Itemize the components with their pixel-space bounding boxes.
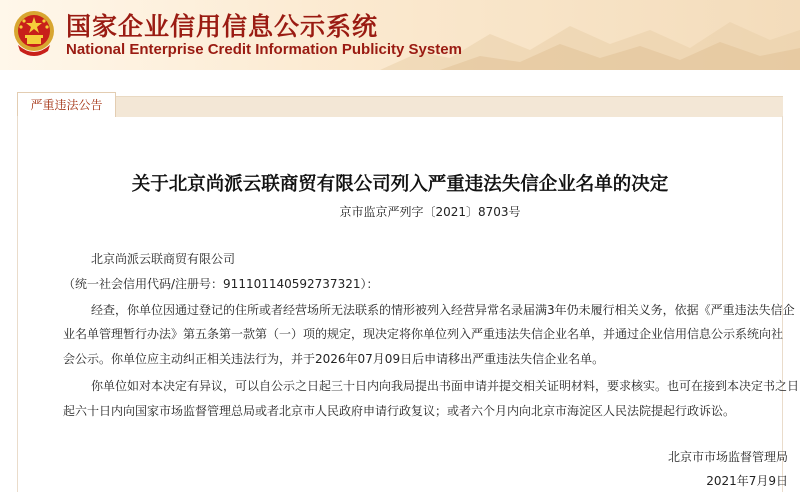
- site-title-english: National Enterprise Credit Information Publicity System: [66, 41, 462, 58]
- document-number: 京市监京严列字〔2021〕8703号: [339, 205, 521, 219]
- paragraph-1-line-3: 会公示。你单位应主动纠正相关违法行为，并于2026年07月09日后申请移出严重违法失信企业名单。: [63, 352, 605, 366]
- national-emblem-icon: [12, 9, 56, 59]
- recipient-name: 北京尚派云联商贸有限公司: [91, 252, 236, 266]
- mountain-decoration: [380, 0, 800, 70]
- tab-serious-violation-notice[interactable]: 严重违法公告: [17, 92, 116, 117]
- paragraph-1-line-2: 业名单管理暂行办法》第五条第一款第（一）项的规定，现决定将你单位列入严重违法失信企业名单，并通过企业信用信息公示系统向社: [63, 327, 784, 341]
- paragraph-2-line-2: 起六十日内向国家市场监督管理总局或者北京市人民政府申请行政复议；或者六个月内向北京市海淀区人民法院提起行政诉讼。: [63, 404, 736, 418]
- tab-strip: [17, 96, 783, 117]
- paragraph-2-line-1: 你单位如对本决定有异议，可以自公示之日起三十日内向我局提出书面申请并提交相关证明材料，要求核实。也可在接到本决定书之日: [91, 379, 800, 393]
- credit-code: （统一社会信用代码/注册号：911101140592737321）：: [63, 277, 379, 291]
- issue-date: 2021年7月9日: [706, 474, 788, 488]
- site-header: [0, 0, 800, 70]
- document-title: 关于北京尚派云联商贸有限公司列入严重违法失信企业名单的决定: [131, 174, 669, 195]
- issuing-authority: 北京市市场监督管理局: [667, 450, 788, 464]
- paragraph-1-line-1: 经查，你单位因通过登记的住所或者经营场所无法联系的情形被列入经营异常名录届满3年仍未履行相关义务，依据《严重违法失信企: [91, 303, 795, 317]
- site-title-chinese: 国家企业信用信息公示系统: [66, 12, 379, 41]
